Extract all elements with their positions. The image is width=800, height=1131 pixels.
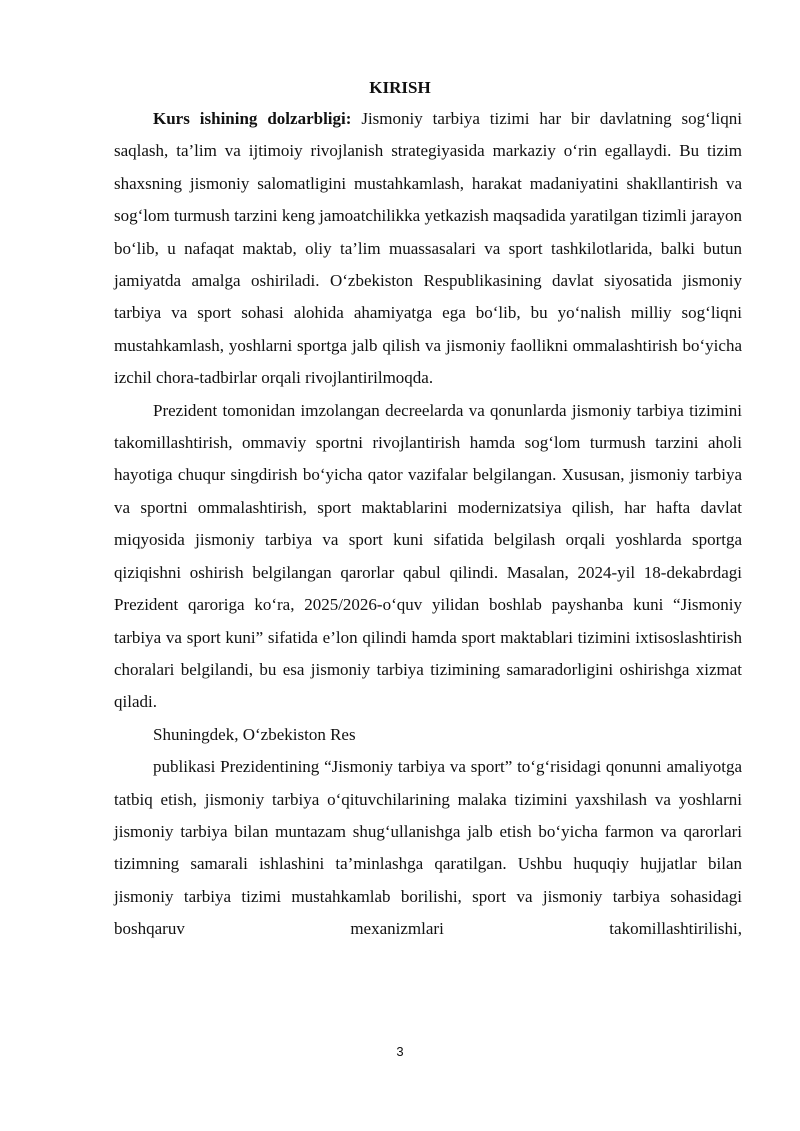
paragraph-lead: Kurs ishining dolzarbligi: [153, 109, 352, 128]
paragraph-decrees [114, 395, 742, 719]
paragraph-text: Shuningdek, O‘zbekiston Res [153, 724, 356, 744]
section-heading: KIRISH [369, 78, 431, 97]
paragraph-text: publikasi Prezidentining “Jismoniy tarbiya va sport” to‘g‘risidagi qonunni amaliyotga tatbiq etish, jismoniy tarbiya o‘qituvchilarining malaka tizimini yaxshilash va yoshlarni jismoniy tarbiya bilan muntazam shug‘ullanishga jalb etish bo‘yicha farmon va qarorlari tizimning samarali ishlashini ta’minlashga qaratilgan. Ushbu huquqiy hujjatlar bilan jismoniy tarbiya tizimi mustahkamlab borilishi, sport va jismoniy tarbiya sohasidagi boshqaruv mexanizmlari takomillashtirilishi, [114, 757, 742, 939]
paragraph-text: Jismoniy tarbiya tizimi har bir davlatning sog‘liqni saqlash, ta’lim va ijtimoiy rivojlanish strategiyasida markaziy o‘rin egallaydi. Bu tizim shaxsning jismoniy salomatligini mustahkamlash, harakat madaniyatini shakllantirish va sog‘lom turmush tarzini keng jamoatchilikka yetkazish maqsadida yaratilgan tizimli jarayon bo‘lib, u nafaqat maktab, oliy ta’lim muassasalari va sport tashkilotlarida, balki butun jamiyatda amalga oshiriladi. O‘zbekiston Respublikasining davlat siyosatida jismoniy tarbiya va sport sohasi alohida ahamiyatga ega bo‘lib, bu yo‘nalish milliy sog‘liqni mustahkamlash, yoshlarni sportga jalb qilish va jismoniy faollikni ommalashtirish bo‘yicha izchil chora-tadbirlar orqali rivojlantirilmoqda. [114, 109, 742, 388]
paragraph-laws [114, 751, 742, 945]
body-text [114, 103, 742, 946]
page-number: 3 [396, 1044, 404, 1059]
paragraph-fragment [114, 719, 742, 751]
paragraph-text: Prezident tomonidan imzolangan decreelarda va qonunlarda jismoniy tarbiya tizimini takomillashtirish, ommaviy sportni rivojlantirish hamda sog‘lom turmush tarzini aholi hayotiga chuqur singdirish bo‘yicha qator vazifalar belgilangan. Xususan, jismoniy tarbiya va sportni ommalashtirish, sport maktablarini modernizatsiya qilish, har hafta davlat miqyosida jismoniy tarbiya va sport kuni sifatida belgilash orqali yoshlarda sportga qiziqishni oshirish belgilangan qarorlar qabul qilindi. Masalan, 2024-yil 18-dekabrdagi Prezident qaroriga ko‘ra, 2025/2026-o‘quv yilidan boshlab payshanba kuni “Jismoniy tarbiya va sport kuni” sifatida e’lon qilindi hamda sport maktablari tizimini ixtisoslashtirish choralari belgilandi, bu esa jismoniy tarbiya tizimining samaradorligini oshirishga xizmat qiladi. [114, 400, 742, 712]
paragraph-relevance [114, 103, 742, 395]
